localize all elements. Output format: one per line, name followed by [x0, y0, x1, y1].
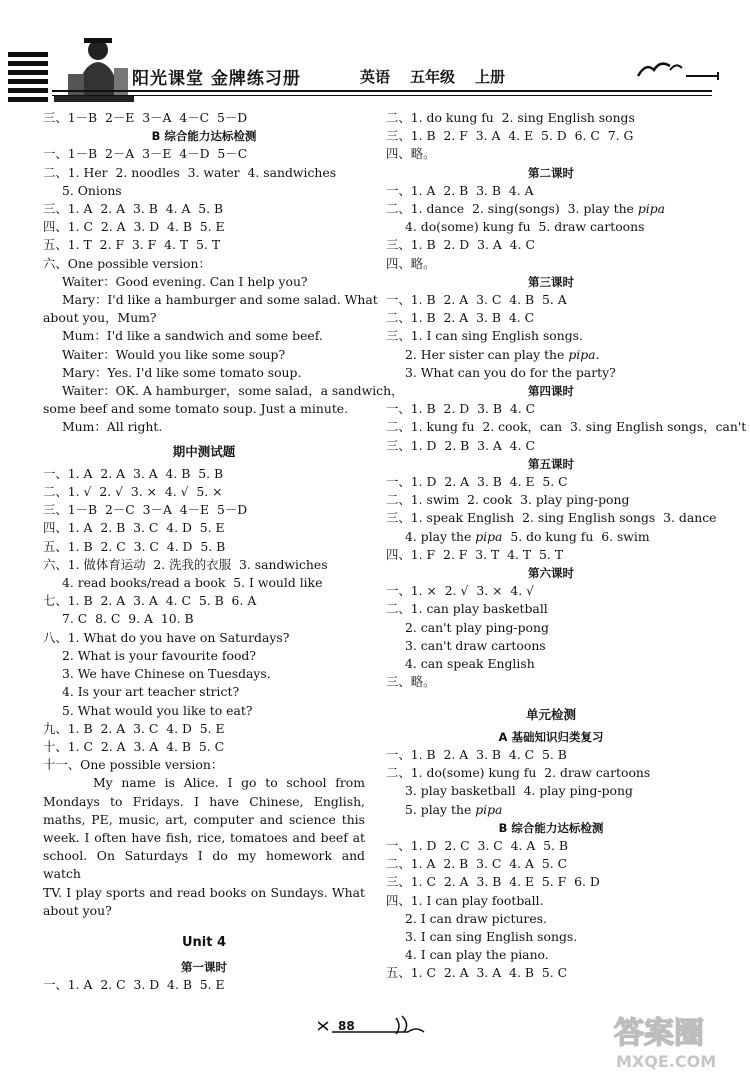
answer-line: 一、1. A 2. B 3. B 4. A [386, 182, 534, 198]
header-rule [52, 90, 712, 92]
essay-line: week. I often have fish, rice, tomatoes and beef at [43, 829, 365, 845]
answer-text: 5. play the [405, 801, 476, 817]
answer-line: 一、1. B 2. D 3. B 4. C [386, 401, 536, 417]
answer-line [386, 528, 716, 546]
answer-line: 二、1. kung fu 2. cook，can 3. sing English songs，can't [386, 419, 747, 435]
answer-line: 二、1. do kung fu 2. sing English songs [386, 110, 635, 125]
answer-text: 二、1. dance 2. sing(songs) 3. play the [386, 201, 638, 217]
lesson-heading: 第三课时 [528, 274, 574, 289]
dialogue-line: Mary：Yes. I'd like some tomato soup. [62, 364, 302, 380]
answer-line: 一、1. D 2. C 3. C 4. A 5. B [386, 837, 569, 853]
header-rule-thin [52, 95, 712, 96]
answer-line: 三、1. speak English 2. sing English songs 3. dance [386, 510, 717, 526]
essay-line: My name is Alice. I go to school from [93, 775, 365, 791]
essay-line: school. On Saturdays I do my homework and watch [43, 848, 365, 882]
answer-line: 四、略。 [386, 255, 436, 271]
essay-line: Mondays to Fridays. I have Chinese, English, [43, 793, 365, 809]
book-subtitle [360, 66, 525, 87]
answer-line: 一、1. B 2. A 3. C 4. B 5. A [386, 292, 567, 308]
answer-italic: pipa [637, 201, 666, 217]
lesson-heading: 第二课时 [528, 165, 574, 180]
answer-line: 六、One possible version： [43, 255, 211, 271]
answer-line: 五、1. B 2. C 3. C 4. D 5. B [43, 538, 226, 554]
unit-heading: Unit 4 [181, 934, 227, 950]
answer-line: 三、1. B 2. F 3. A 4. E 5. D 6. C 7. G [386, 128, 634, 144]
answer-line: 二、1. Her 2. noodles 3. water 4. sandwiches [43, 164, 337, 180]
lesson-heading: 第六课时 [528, 566, 574, 581]
answer-line [386, 200, 716, 218]
answer-line: 三、1－B 2－C 3－A 4－E 5－D [43, 502, 248, 518]
answer-line: 2. What is your favourite food? [62, 647, 256, 663]
section-subheading: A 基础知识归类复习 [498, 729, 604, 744]
term-label: 上册 [475, 68, 506, 86]
answer-line: 九、1. B 2. A 3. C 4. D 5. E [43, 720, 225, 736]
dialogue-line: Mum：All right. [62, 419, 163, 435]
answer-line [386, 801, 716, 819]
answer-line: 三、略。 [386, 674, 436, 690]
answer-line: 四、略。 [386, 146, 436, 162]
grade-label: 五年级 [410, 68, 456, 86]
section-heading: B 综合能力达标检测 [151, 129, 257, 144]
answer-line: 3. What can you do for the party? [405, 364, 616, 380]
answer-line: 三、1. B 2. D 3. A 4. C [386, 237, 535, 253]
page-number: 88 [338, 1019, 355, 1033]
essay-line: about you? [43, 902, 112, 918]
lesson-heading: 第一课时 [181, 960, 227, 975]
answer-line: 一、1. B 2. A 3. B 4. C 5. B [386, 746, 567, 762]
answer-line: 四、1. A 2. B 3. C 4. D 5. E [43, 520, 225, 536]
section-subheading: B 综合能力达标检测 [498, 820, 604, 835]
answer-line: 十、1. C 2. A 3. A 4. B 5. C [43, 738, 225, 754]
answer-line: 3. We have Chinese on Tuesdays. [62, 666, 271, 682]
right-column [386, 109, 747, 983]
answer-line: 二、1. do(some) kung fu 2. draw cartoons [386, 765, 651, 781]
answer-line: 5. Onions [62, 182, 122, 198]
header-bars [8, 52, 48, 112]
answer-line: 4. read books/read a book 5. I would like [62, 575, 323, 591]
answer-line: 一、1. × 2. √ 3. × 4. √ [386, 583, 535, 599]
answer-italic: pipa [475, 528, 503, 544]
answer-line: 四、1. F 2. F 3. T 4. T 5. T [386, 546, 564, 562]
section-heading: 期中测试题 [172, 443, 236, 459]
dialogue-line: Waiter：OK. A hamburger，some salad，a sandwich， [62, 383, 404, 399]
lesson-heading: 第五课时 [528, 456, 574, 471]
answer-line: 7. C 8. C 9. A 10. B [62, 611, 194, 627]
dialogue-line: Waiter：Good evening. Can I help you? [62, 273, 308, 289]
answer-italic: pipa [568, 346, 596, 362]
dialogue-line: some beef and some tomato soup. Just a minute. [43, 401, 349, 417]
watermark [610, 1005, 745, 1073]
dialogue-line: Waiter：Would you like some soup? [62, 346, 286, 362]
subject-label: 英语 [360, 68, 391, 86]
answer-line: 四、1. C 2. A 3. D 4. B 5. E [43, 219, 225, 235]
answer-line: 三、1. C 2. A 3. B 4. E 5. F 6. D [386, 874, 600, 890]
watermark-url: MXQE.COM [616, 1052, 717, 1071]
answer-line: 三、1. A 2. A 3. B 4. A 5. B [43, 201, 224, 217]
answer-line: 五、1. C 2. A 3. A 4. B 5. C [386, 965, 568, 981]
answer-text: . [595, 346, 600, 362]
answer-line: 4. Is your art teacher strict? [62, 684, 240, 700]
dialogue-line: Mum：I'd like a sandwich and some beef. [62, 328, 323, 344]
answer-line: 4. do(some) kung fu 5. draw cartoons [405, 219, 645, 235]
answer-line: 三、1. I can sing English songs. [386, 328, 583, 344]
answer-line: 二、1. √ 2. √ 3. × 4. √ 5. × [43, 484, 223, 500]
answer-line: 一、1. A 2. C 3. D 4. B 5. E [43, 977, 225, 993]
answer-line: 二、1. B 2. A 3. B 4. C [386, 310, 535, 326]
essay-line: TV. I play sports and read books on Sundays. What [43, 884, 365, 900]
answer-line: 十一、One possible version： [43, 757, 224, 773]
book-title: 阳光课堂 金牌练习册 [132, 69, 301, 89]
answer-line: 八、1. What do you have on Saturdays? [43, 629, 290, 645]
answer-line: 五、1. T 2. F 3. F 4. T 5. T [43, 237, 221, 253]
dialogue-line: about you，Mum? [43, 310, 157, 326]
essay-line: maths, PE, music, art, computer and science this [43, 811, 365, 827]
answer-line: 二、1. swim 2. cook 3. play ping-pong [386, 492, 630, 508]
answer-line: 3. can't draw cartoons [405, 637, 546, 653]
answer-line: 四、1. I can play football. [386, 892, 544, 908]
section-heading: 单元检测 [525, 706, 576, 722]
answer-line: 3. I can sing English songs. [405, 928, 578, 944]
answer-line: 三、1. D 2. B 3. A 4. C [386, 437, 535, 453]
answer-line: 七、1. B 2. A 3. A 4. C 5. B 6. A [43, 593, 257, 609]
footer-ornament-icon [318, 1012, 428, 1042]
birds-icon [630, 54, 720, 84]
answer-line: 三、1－B 2－E 3－A 4－C 5－D [43, 110, 248, 125]
answer-text: 5. do kung fu 6. swim [502, 528, 650, 544]
answer-line: 一、1. A 2. A 3. A 4. B 5. B [43, 465, 224, 481]
answer-line: 一、1－B 2－A 3－E 4－D 5－C [43, 146, 248, 162]
answer-line: 2. can't play ping-pong [405, 619, 549, 635]
left-column [43, 109, 404, 995]
dialogue-line: Mary：I'd like a hamburger and some salad. What [62, 292, 378, 308]
answer-line: 3. play basketball 4. play ping-pong [405, 783, 633, 799]
answer-line: 2. I can draw pictures. [405, 910, 547, 926]
answer-line: 六、1. 做体育运动 2. 洗我的衣服 3. sandwiches [43, 556, 328, 572]
answer-line: 一、1. D 2. A 3. B 4. E 5. C [386, 474, 568, 490]
lesson-heading: 第四课时 [528, 384, 574, 399]
watermark-logo: 答案圈 [614, 1016, 704, 1051]
answer-text: 2. Her sister can play the [405, 346, 569, 362]
answer-line [386, 346, 716, 364]
answer-line: 二、1. A 2. B 3. C 4. A 5. C [386, 856, 568, 872]
answer-line: 二、1. can play basketball [386, 601, 548, 617]
answer-line: 5. What would you like to eat? [62, 702, 253, 718]
page-header [0, 28, 750, 108]
answer-italic: pipa [475, 801, 503, 817]
answer-line: 4. I can play the piano. [405, 947, 549, 963]
answer-line: 4. can speak English [405, 656, 535, 672]
answer-text: 4. play the [405, 528, 476, 544]
